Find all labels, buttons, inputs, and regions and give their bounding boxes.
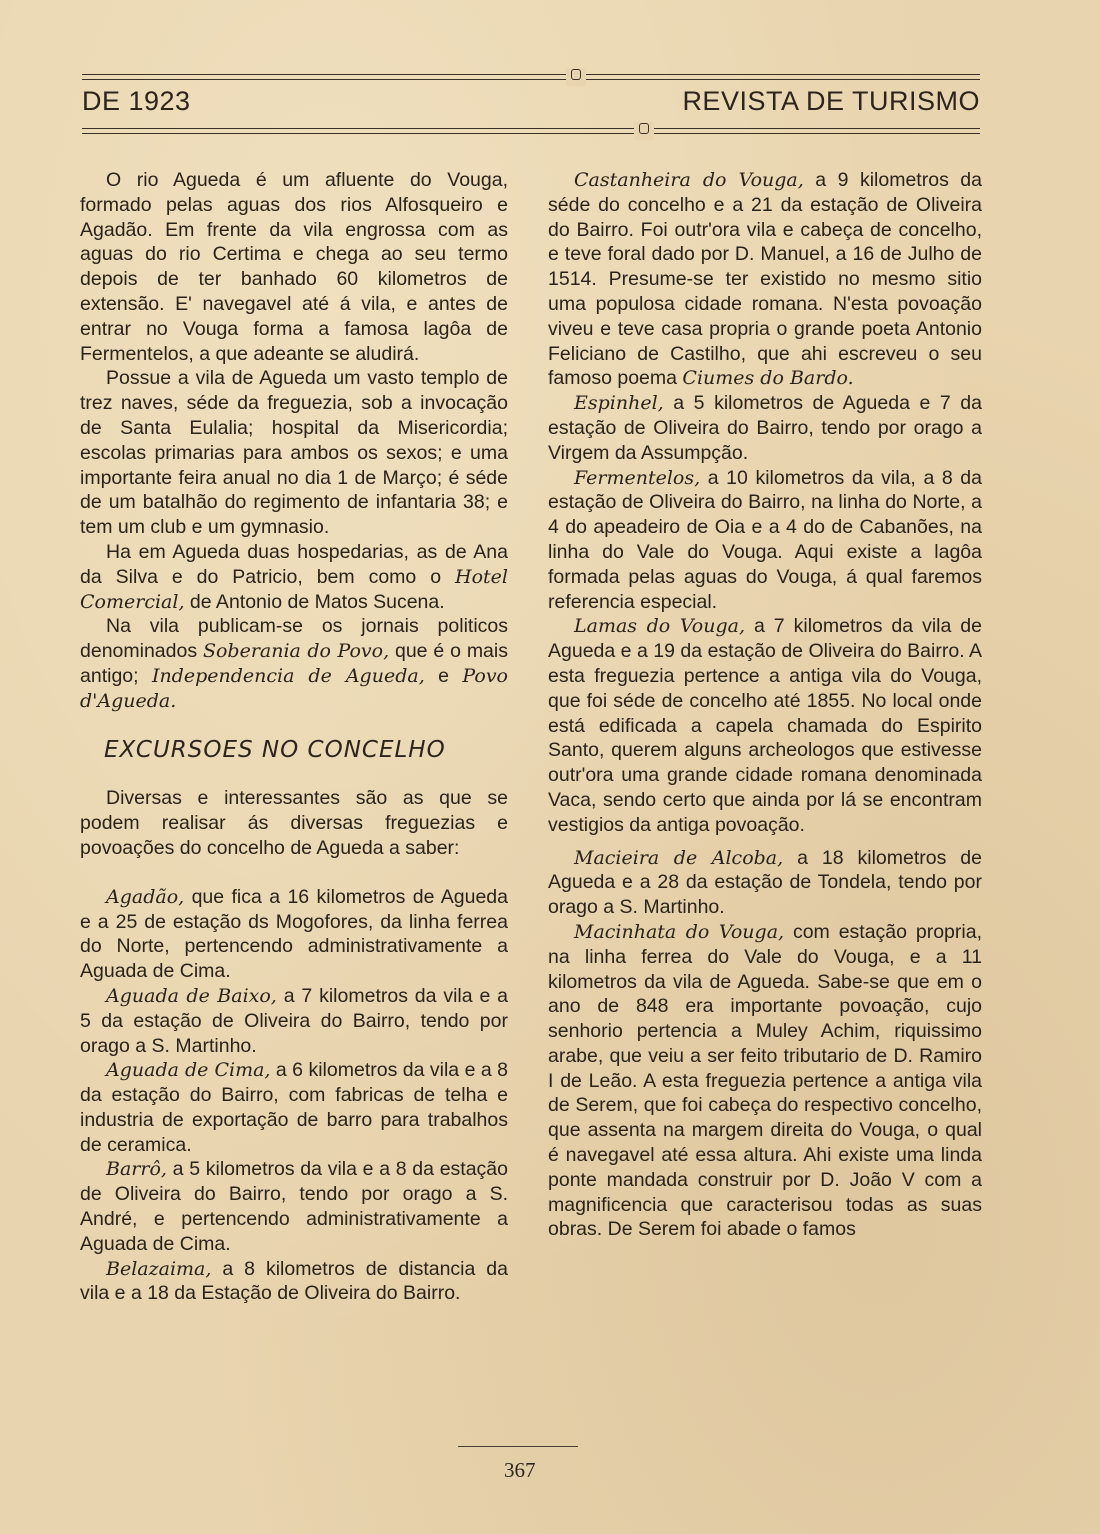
entry-castanheira-do-vouga: Castanheira do Vouga, a 9 kilometros da séde do concelho e a 21 da estação de Oliveira do Bairro. Foi outr'ora vila e cabeça de concelho, e teve foral dado por D. Manuel, a 16 de Julho de 1514. Presume-se ter existido no mesmo sitio uma populosa cidade romana. N'esta povoação viveu e teve casa propria o grande poeta Antonio Feliciano de Castilho, que ahi escreveu o seu famoso poema Ciumes do Bardo. — [548, 169, 982, 390]
section-title: EXCURSOES NO CONCELHO — [104, 736, 446, 763]
paragraph-intro: Diversas e interessantes são as que se podem realisar ás diversas freguezias e povoações do concelho de Agueda a saber: — [80, 787, 508, 859]
header-top-rule — [82, 74, 980, 81]
entry-lamas-do-vouga: Lamas do Vouga, a 7 kilometros da vila de Agueda e a 19 da estação de Oliveira do Bairro. A esta freguezia pertence a antiga vila do Vouga, que foi séde de concelho até 1855. No local onde está edificada a capela chamada do Espirito Santo, querem alguns archeologos que estivesse outr'ora uma grande cidade romana denominada Vaca, sendo certo que ainda por lá se encontram vestigios da antiga povoação. — [548, 615, 982, 836]
entry-aguada-de-cima: Aguada de Cima, a 6 kilometros da vila e a 8 da estação do Bairro, com fabricas de telha e industria de exportação de barro para trabalhos de ceramica. — [80, 1059, 508, 1156]
header-bottom-rule — [82, 128, 980, 135]
hotel-name: Hotel Comercial, — [80, 565, 508, 613]
entry-barro: Barrô, a 5 kilometros da vila e a 8 da estação de Oliveira do Bairro, tendo por orago a S. André, e pertencendo administrativamente a Aguada de Cima. — [80, 1158, 508, 1255]
newspaper-name: Independencia de Agueda, — [151, 664, 425, 687]
paragraph-agueda-river: O rio Agueda é um afluente do Vouga, formado pelas aguas dos rios Alfosqueiro e Agadão. Em frente da vila engrossa com as aguas do rio Certima e chega ao seu termo depois de ter banhado 60 kilometros de extensão. E' navegavel até á vila, e antes de entrar no Vouga forma a famosa lagôa de Fermentelos, a que adeante se aludirá. — [80, 169, 508, 365]
poem-title: Ciumes do Bardo. — [682, 367, 854, 390]
newspaper-name: Povo d'Agueda. — [80, 664, 508, 712]
entry-agadao: Agadão, que fica a 16 kilometros de Agueda e a 25 de estação ds Mogofores, da linha ferrea do Norte, pertencendo administrativamente a Aguada de Cima. — [80, 885, 508, 983]
paragraph-agueda-temple: Possue a vila de Agueda um vasto templo de trez naves, séde da freguezia, sob a invocação de Santa Eulalia; hospital da Misericordia; escolas primarias para ambos os sexos; e uma importante feira anual no dia 1 de Março; é séde de um batalhão do regimento de infantaria 38; e tem um club e um gymnasio. — [80, 367, 508, 539]
paragraph-newspapers: Na vila publicam-se os jornais politicos denominados Soberania do Povo, que é o mais antigo; Independencia de Agueda, e Povo d'Agueda. — [80, 615, 508, 712]
header-journal-title: REVISTA DE TURISMO — [682, 86, 980, 116]
rule-ornament-icon — [571, 69, 581, 80]
entry-fermentelos: Fermentelos, a 10 kilometros da vila, a 8 da estação de Oliveira do Bairro, na linha do Norte, a 4 do apeadeiro de Oia e a 4 do de Cabanões, na linha do Vale do Vouga. Aqui existe a lagôa formada pelas aguas do Vouga, á qual faremos referencia especial. — [548, 466, 982, 613]
header-date: DE 1923 — [82, 86, 191, 116]
entry-macieira-de-alcoba: Macieira de Alcoba, a 18 kilometros de Agueda e a 28 da estação de Tondela, tendo por orago a S. Martinho. — [548, 846, 982, 919]
page-number: 367 — [504, 1458, 536, 1482]
newspaper-name: Soberania do Povo, — [202, 640, 390, 663]
left-column — [80, 168, 508, 1306]
rule-ornament-icon — [639, 123, 649, 134]
entry-belazaima: Belazaima, a 8 kilometros de distancia da vila e a 18 da Estação de Oliveira do Bairro. — [80, 1257, 508, 1305]
entry-espinhel: Espinhel, a 5 kilometros de Agueda e 7 da estação de Oliveira do Bairro, tendo por orago a Virgem da Assumpção. — [548, 392, 982, 464]
paragraph-hotels: Ha em Agueda duas hospedarias, as de Ana da Silva e do Patricio, bem como o Hotel Comercial, de Antonio de Matos Sucena. — [80, 540, 508, 613]
entry-macinhata-do-vouga: Macinhata do Vouga, com estação propria, na linha ferrea do Vale do Vouga, e a 11 kilometros da vila de Agueda. Sabe-se que em o ano de 848 era importante povoação, cujo senhorio pertencia a Muley Achim, riquissimo arabe, que veiu a ser feito tributario de D. Ramiro I de Leão. A esta freguezia pertence a antiga vila de Serem, que foi cabeça do respectivo concelho, que assenta na margem direita do Vouga, o qual é navegavel até essa altura. Ahi existe uma linda ponte mandada construir por D. João V com a magnificencia que caracterisou todas as suas obras. De Serem foi abade o famos — [548, 920, 982, 1241]
entry-aguada-de-baixo: Aguada de Baixo, a 7 kilometros da vila e a 5 da estação de Oliveira do Bairro, tendo por orago a S. Martinho. — [80, 984, 508, 1057]
footer-rule — [458, 1446, 578, 1447]
right-column — [548, 168, 982, 1242]
